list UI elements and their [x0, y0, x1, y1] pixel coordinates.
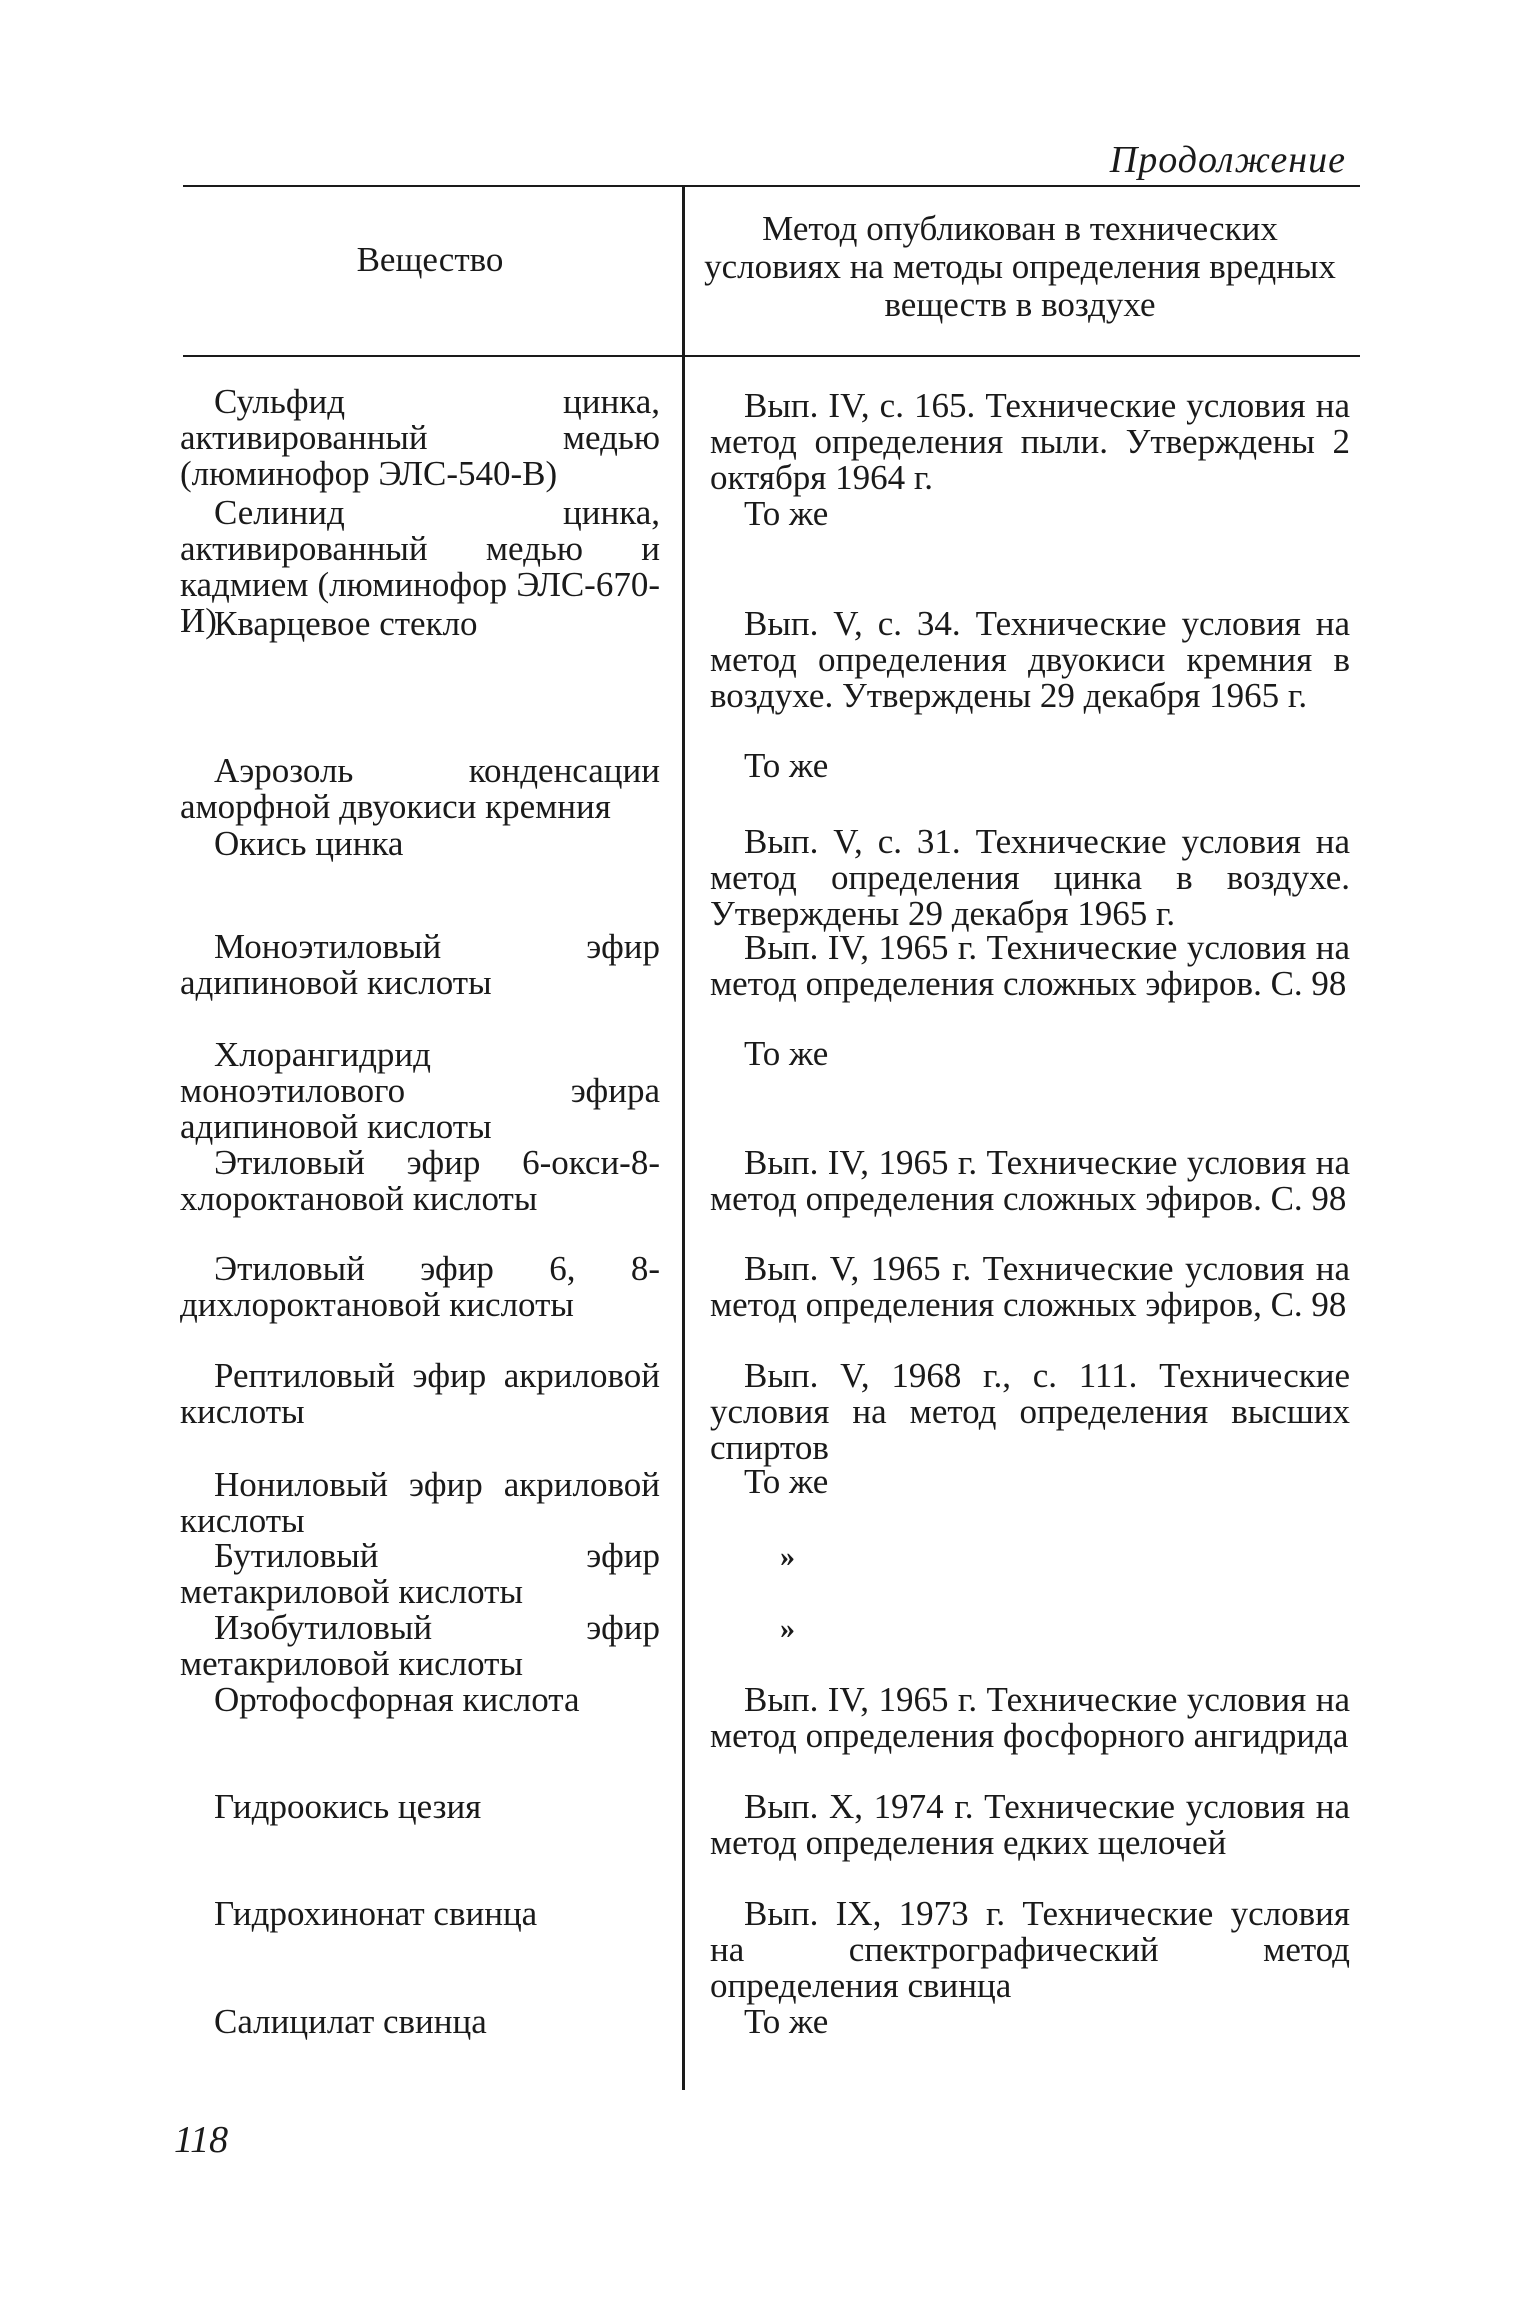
column-header-substance: Вещество — [356, 240, 504, 279]
method-cell: То же — [744, 746, 829, 785]
substance-cell: Салицилат свинца — [214, 2002, 487, 2041]
ditto-mark: » — [780, 1540, 795, 1573]
method-cell: Вып. V, 1968 г., с. 111. Технические условия на метод определения высших спиртов — [710, 1356, 1350, 1467]
method-cell: Вып. IV, 1965 г. Технические условия на метод определения сложных эфиров. С. 98 — [710, 1143, 1350, 1218]
method-cell: Вып. IV, 1965 г. Технические условия на метод определения фосфорного ангидрида — [710, 1680, 1350, 1755]
table-top-rule — [183, 185, 1360, 187]
substance-cell: Этиловый эфир 6, 8-дихлороктановой кислоты — [180, 1249, 660, 1324]
method-cell: Вып. X, 1974 г. Технические условия на метод определения едких щелочей — [710, 1787, 1350, 1862]
method-cell: То же — [744, 1462, 829, 1501]
substance-cell: Селинид цинка, активированный медью и кадмием (люминофор ЭЛС-670-И) — [180, 493, 660, 640]
substance-cell: Этиловый эфир 6-окси-8-хлороктановой кислоты — [180, 1143, 660, 1218]
substance-cell: Моноэтиловый эфир адипиновой кислоты — [180, 927, 660, 1002]
continuation-label: Продолжение — [1109, 139, 1346, 181]
method-cell: То же — [744, 1034, 829, 1073]
method-cell: Вып. V, с. 31. Технические условия на метод определения цинка в воздухе. Утверждены 29 декабря 1965 г. — [710, 822, 1350, 933]
table-header-rule — [183, 355, 1360, 357]
substance-cell: Кварцевое стекло — [214, 604, 478, 643]
column-divider — [682, 185, 685, 2090]
method-cell: Вып. V, с. 34. Технические условия на метод определения двуокиси кремния в воздухе. Утверждены 29 декабря 1965 г. — [710, 604, 1350, 715]
substance-cell: Бутиловый эфир метакриловой кислоты — [180, 1536, 660, 1611]
column-header-method: Метод опубликован в технических условиях на методы определения вредных веществ в воздухе — [704, 209, 1336, 324]
substance-cell: Гидроокись цезия — [214, 1787, 482, 1826]
substance-cell: Рептиловый эфир акриловой кислоты — [180, 1356, 660, 1431]
substance-cell: Нониловый эфир акриловой кислоты — [180, 1465, 660, 1540]
substance-cell: Изобутиловый эфир метакриловой кислоты — [180, 1608, 660, 1683]
method-cell: То же — [744, 2002, 829, 2041]
method-cell: Вып. IX, 1973 г. Технические условия на спектрографический метод определения свинца — [710, 1894, 1350, 2005]
page-number: 118 — [174, 2119, 229, 2161]
substance-cell: Сульфид цинка, активированный медью (люминофор ЭЛС-540-В) — [180, 382, 660, 493]
method-cell: Вып. IV, с. 165. Технические условия на метод определения пыли. Утверждены 2 октября 1964 г. — [710, 386, 1350, 497]
substance-cell: Хлорангидрид моноэтилового эфира адипиновой кислоты — [180, 1035, 660, 1146]
substance-cell: Окись цинка — [214, 824, 404, 863]
method-cell: Вып. V, 1965 г. Технические условия на метод определения сложных эфиров, С. 98 — [710, 1249, 1350, 1324]
substance-cell: Ортофосфорная кислота — [214, 1680, 580, 1719]
method-cell: То же — [744, 494, 829, 533]
substance-cell: Гидрохинонат свинца — [214, 1894, 538, 1933]
method-cell: Вып. IV, 1965 г. Технические условия на метод определения сложных эфиров. С. 98 — [710, 928, 1350, 1003]
ditto-mark: » — [780, 1612, 795, 1645]
substance-cell: Аэрозоль конденсации аморфной двуокиси кремния — [180, 751, 660, 826]
